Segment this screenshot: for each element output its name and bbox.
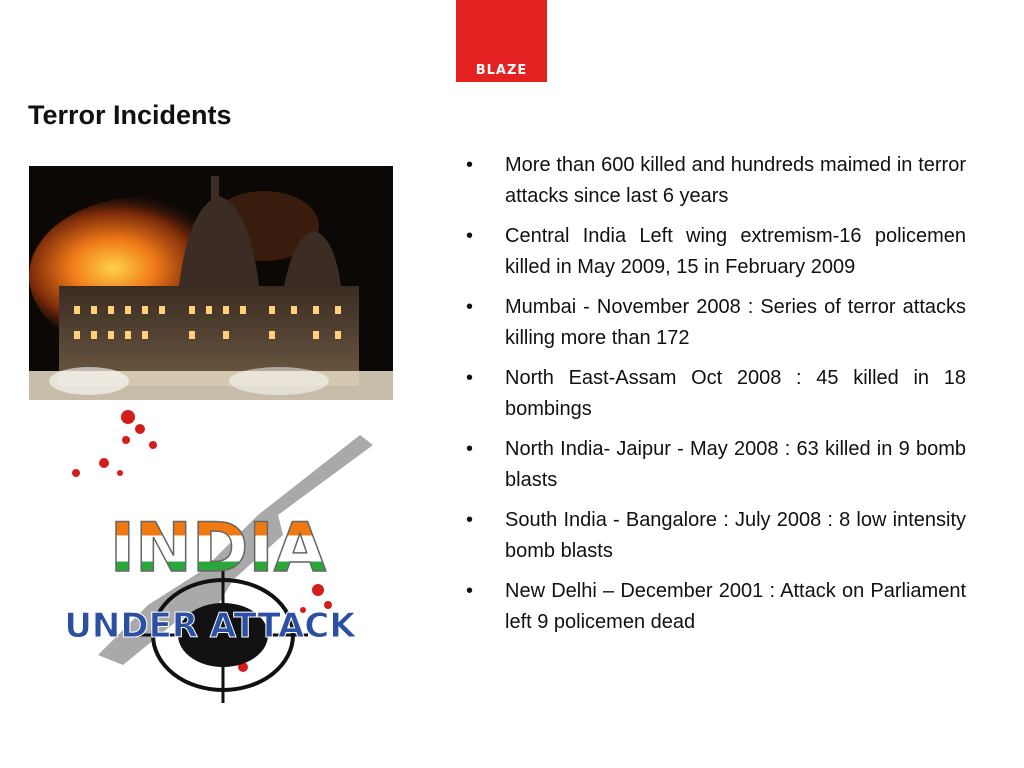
list-item (462, 363, 966, 425)
burning-hotel-photo (29, 166, 393, 400)
list-item-text: North East-Assam Oct 2008 : 45 killed in 18 bombings (505, 367, 966, 420)
poster-title-under-attack: UNDER ATTACK (64, 606, 356, 646)
bullet-icon: • (466, 367, 474, 389)
list-item (462, 505, 966, 567)
poster-title-india: INDIA (109, 509, 327, 588)
slide-title: Terror Incidents (28, 100, 232, 130)
bullet-icon: • (466, 296, 474, 318)
list-item (462, 221, 966, 283)
list-item-text: North India- Jaipur - May 2008 : 63 killed in 9 bomb blasts (505, 438, 966, 491)
bullet-icon: • (466, 509, 474, 531)
bullet-icon: • (466, 225, 474, 247)
list-item (462, 292, 966, 354)
list-item-text: Central India Left wing extremism-16 policemen killed in May 2009, 15 in February 2009 (505, 225, 966, 278)
brand-logo-text: BLAZE (475, 63, 528, 78)
incident-list (462, 150, 966, 647)
bullet-icon: • (466, 438, 474, 460)
list-item (462, 434, 966, 496)
list-item-text: South India - Bangalore : July 2008 : 8 low intensity bomb blasts (505, 509, 966, 562)
list-item-text: Mumbai - November 2008 : Series of terror attacks killing more than 172 (505, 296, 966, 349)
bullet-icon: • (466, 580, 474, 602)
list-item (462, 576, 966, 638)
list-item (462, 150, 966, 212)
list-item-text: New Delhi – December 2001 : Attack on Parliament left 9 policemen dead (505, 580, 966, 633)
list-item-text: More than 600 killed and hundreds maimed in terror attacks since last 6 years (505, 154, 966, 207)
india-under-attack-poster (28, 405, 394, 705)
brand-logo (456, 0, 547, 82)
bullet-icon: • (466, 154, 474, 176)
